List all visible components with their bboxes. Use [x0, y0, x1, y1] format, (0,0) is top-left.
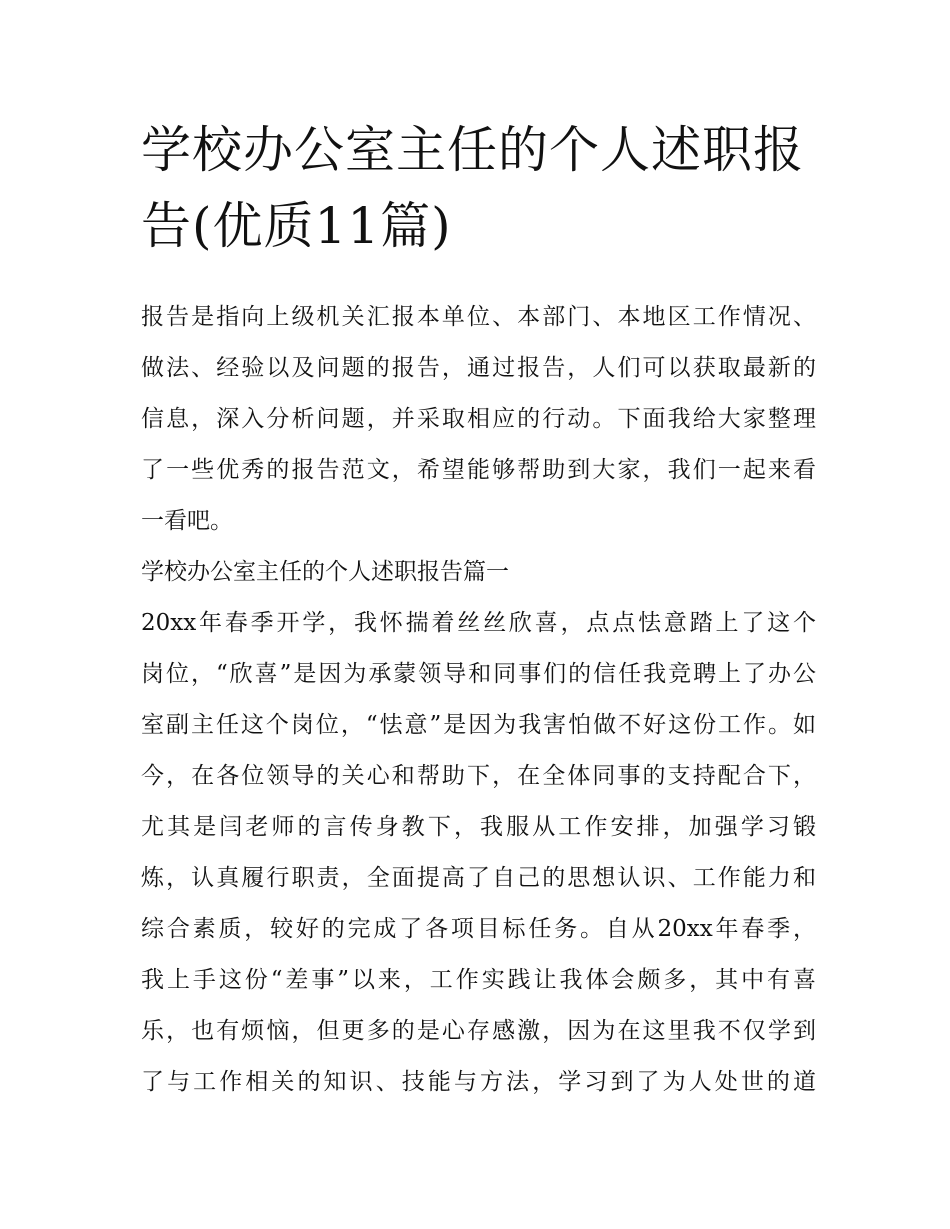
body-line: 乐，也有烦恼，但更多的是心存感激，因为在这里我不仅学到: [141, 1018, 816, 1044]
document-title: [141, 112, 816, 264]
title-line: 告(优质11篇): [141, 197, 452, 255]
title-line: 学校办公室主任的个人述职报: [141, 121, 804, 179]
body-paragraph: [141, 598, 816, 1108]
body-line: 我上手这份“差事”以来，工作实践让我体会颇多，其中有喜: [141, 967, 816, 993]
intro-paragraph: [141, 292, 816, 547]
body-line: 岗位，“欣喜”是因为承蒙领导和同事们的信任我竞聘上了办公: [141, 661, 816, 687]
body-line: 综合素质，较好的完成了各项目标任务。自从20xx年春季，: [141, 916, 816, 942]
body-line: 尤其是闫老师的言传身教下，我服从工作安排，加强学习锻: [141, 814, 816, 840]
document-content: [141, 112, 816, 1108]
body-line: 20xx年春季开学，我怀揣着丝丝欣喜，点点怯意踏上了这个: [141, 610, 816, 636]
body-line: 炼，认真履行职责，全面提高了自己的思想认识、工作能力和: [141, 865, 816, 891]
section-heading: 学校办公室主任的个人述职报告篇一: [141, 559, 509, 585]
intro-line: 了一些优秀的报告范文，希望能够帮助到大家，我们一起来看: [141, 457, 816, 483]
intro-line: 做法、经验以及问题的报告，通过报告，人们可以获取最新的: [141, 355, 816, 381]
intro-line: 报告是指向上级机关汇报本单位、本部门、本地区工作情况、: [141, 304, 816, 330]
intro-line: 信息，深入分析问题，并采取相应的行动。下面我给大家整理: [141, 406, 816, 432]
body-line: 了与工作相关的知识、技能与方法，学习到了为人处世的道: [141, 1069, 816, 1095]
body-line: 今，在各位领导的关心和帮助下，在全体同事的支持配合下，: [141, 763, 816, 789]
intro-line: 一看吧。: [141, 508, 233, 534]
body-line: 室副主任这个岗位，“怯意”是因为我害怕做不好这份工作。如: [141, 712, 816, 738]
